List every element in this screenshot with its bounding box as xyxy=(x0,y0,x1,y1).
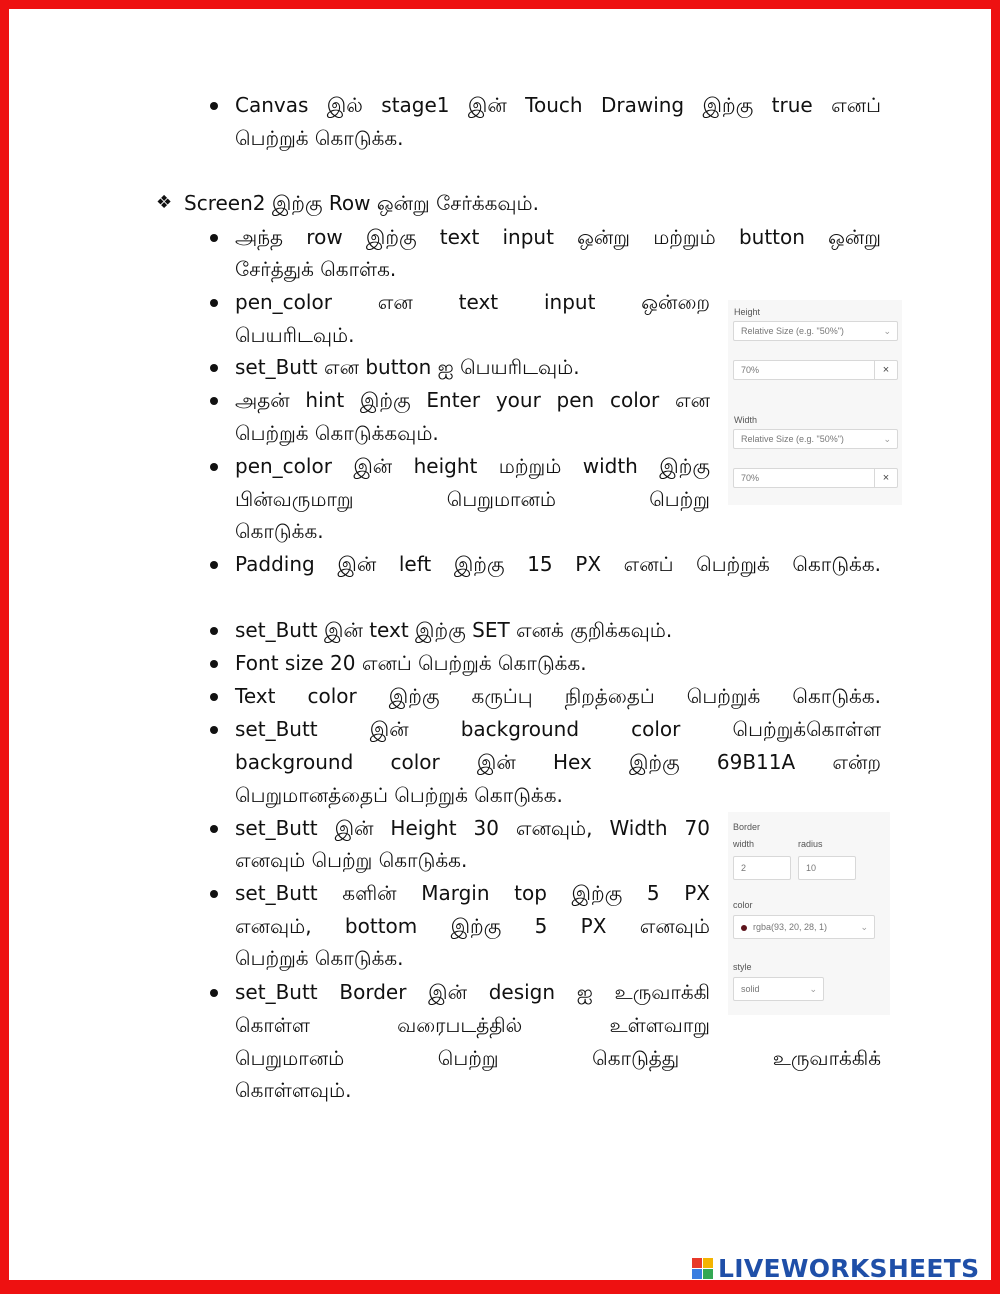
instruction-line: பின்வருமாறு பெறுமானம் பெற்று xyxy=(235,487,710,511)
width-label: Width xyxy=(734,415,758,425)
border-style-value: solid xyxy=(741,984,760,994)
instruction-line: set_Butt களின் Margin top இற்கு 5 PX xyxy=(235,881,710,905)
instruction-line: அதன் hint இற்கு Enter your pen color என xyxy=(235,388,710,412)
width-mode-select[interactable] xyxy=(733,429,898,449)
instruction-line: பெறுமானத்தைப் பெற்றுக் கொடுக்க. xyxy=(235,783,563,807)
border-width-label: width xyxy=(733,839,755,849)
instruction-line: கொள்ளவும். xyxy=(235,1078,352,1102)
instruction-line: எனவும் பெற்று கொடுக்க. xyxy=(235,848,468,872)
bullet-dot xyxy=(210,102,218,110)
border-color-label: color xyxy=(733,900,753,910)
border-radius-value: 10 xyxy=(806,863,817,873)
bullet-dot xyxy=(210,299,218,307)
liveworksheets-logo-icon xyxy=(692,1258,714,1280)
instruction-line: Font size 20 எனப் பெற்றுக் கொடுக்க. xyxy=(235,651,587,675)
height-value: 70% xyxy=(741,365,760,375)
border-color-select[interactable] xyxy=(733,915,875,939)
instruction-line: Canvas இல் stage1 இன் Touch Drawing இற்கு true எனப் xyxy=(235,93,881,117)
instruction-line: set_Butt இன் Height 30 எனவும், Width 70 xyxy=(235,816,710,840)
diamond-bullet-icon: ❖ xyxy=(156,192,173,213)
instruction-line: சேர்த்துக் கொள்க. xyxy=(235,257,397,281)
instruction-line: set_Butt Border இன் design ஐ உருவாக்கி xyxy=(235,980,710,1004)
bullet-dot xyxy=(210,989,218,997)
instruction-line: பெற்றுக் கொடுக்க. xyxy=(235,946,404,970)
width-value-input[interactable] xyxy=(733,468,898,488)
instruction-line: பெற்றுக் கொடுக்க. xyxy=(235,126,404,150)
watermark-text: LIVEWORKSHEETS xyxy=(718,1254,980,1283)
instruction-line: background color இன் Hex இற்கு 69B11A என்ற xyxy=(235,750,881,774)
instruction-line: Padding இன் left இற்கு 15 PX எனப் பெற்றுக் கொடுக்க. xyxy=(235,552,881,576)
bullet-dot xyxy=(210,463,218,471)
bullet-dot xyxy=(210,825,218,833)
chevron-down-icon: ⌄ xyxy=(809,984,817,994)
bullet-dot xyxy=(210,726,218,734)
border-title: Border xyxy=(733,822,761,832)
bullet-dot xyxy=(210,890,218,898)
instruction-line: set_Butt என button ஐ பெயரிடவும். xyxy=(235,355,580,379)
height-mode-value: Relative Size (e.g. "50%") xyxy=(741,326,844,336)
instruction-line: கொள்ள வரைபடத்தில் உள்ளவாறு xyxy=(235,1013,710,1037)
instruction-line: எனவும், bottom இற்கு 5 PX எனவும் xyxy=(235,914,710,938)
bullet-dot xyxy=(210,397,218,405)
border-properties-panel xyxy=(728,812,890,1015)
border-width-value: 2 xyxy=(741,863,747,873)
instruction-line: pen_color இன் height மற்றும் width இற்கு xyxy=(235,454,710,478)
instruction-line: பெற்றுக் கொடுக்கவும். xyxy=(235,421,439,445)
height-value-input[interactable] xyxy=(733,360,898,380)
width-value: 70% xyxy=(741,473,760,483)
instruction-line: Text color இற்கு கருப்பு நிறத்தைப் பெற்றுக் கொடுக்க. xyxy=(235,684,881,708)
width-mode-value: Relative Size (e.g. "50%") xyxy=(741,434,844,444)
color-swatch xyxy=(741,925,747,931)
chevron-down-icon: ⌄ xyxy=(860,922,868,932)
bullet-dot xyxy=(210,234,218,242)
border-style-select[interactable] xyxy=(733,977,824,1001)
border-style-label: style xyxy=(733,962,752,972)
instruction-line: set_Butt இன் text இற்கு SET எனக் குறிக்கவும். xyxy=(235,618,673,642)
instruction-line: set_Butt இன் background color பெற்றுக்கொள்ள xyxy=(235,717,881,741)
instruction-line: pen_color என text input ஒன்றை xyxy=(235,290,710,314)
bullet-dot xyxy=(210,561,218,569)
instruction-line: பெறுமானம் பெற்று கொடுத்து உருவாக்கிக் xyxy=(235,1046,881,1070)
clear-icon[interactable]: × xyxy=(874,360,897,380)
bullet-dot xyxy=(210,660,218,668)
instruction-line: பெயரிடவும். xyxy=(235,323,355,347)
chevron-down-icon: ⌄ xyxy=(883,326,891,336)
height-label: Height xyxy=(734,307,761,317)
height-mode-select[interactable] xyxy=(733,321,898,341)
border-radius-input[interactable] xyxy=(798,856,856,880)
bullet-dot xyxy=(210,627,218,635)
bullet-dot xyxy=(210,364,218,372)
border-radius-label: radius xyxy=(798,839,823,849)
chevron-down-icon: ⌄ xyxy=(883,434,891,444)
bullet-dot xyxy=(210,693,218,701)
section-heading: Screen2 இற்கு Row ஒன்று சேர்க்கவும். xyxy=(184,191,539,215)
clear-icon[interactable]: × xyxy=(874,468,897,488)
instruction-line: அந்த row இற்கு text input ஒன்று மற்றும் button ஒன்று xyxy=(235,225,881,249)
border-color-value: rgba(93, 20, 28, 1) xyxy=(753,922,828,932)
size-properties-panel xyxy=(728,300,902,505)
instruction-line: கொடுக்க. xyxy=(235,519,324,543)
border-width-input[interactable] xyxy=(733,856,791,880)
